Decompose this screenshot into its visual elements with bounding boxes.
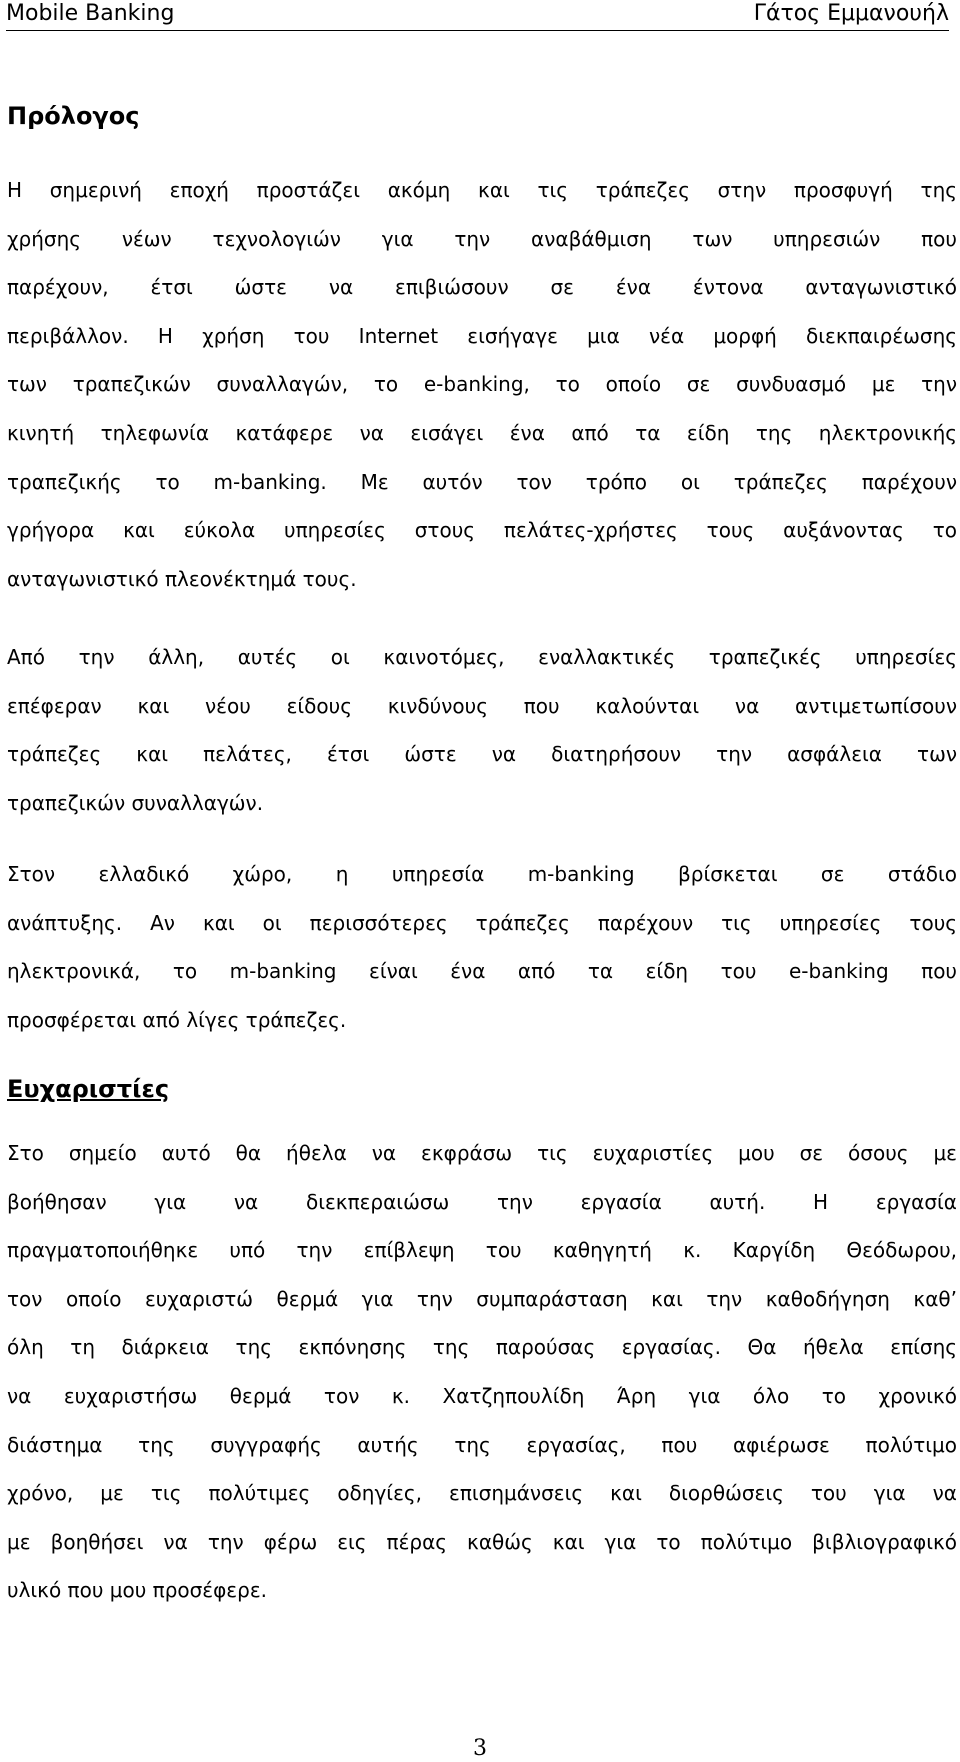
page-number: 3 [473, 1736, 487, 1761]
section-heading-acknowledgements: Ευχαριστίες [7, 1075, 170, 1103]
paragraph-line: ανάπτυξης. Αν και οι περισσότερες τράπεζες παρέχουν τις υπηρεσίες τους [7, 910, 957, 935]
paragraph-line: προσφέρεται από λίγες τράπεζες. [7, 1007, 347, 1032]
paragraph-line: να ευχαριστήσω θερμά τον κ. Χατζηπουλίδη Άρη για όλο το χρονικό [7, 1383, 957, 1408]
paragraph-line: Η σημερινή εποχή προστάζει ακόμη και τις τράπεζες στην προσφυγή της [7, 178, 957, 202]
paragraph-line: τράπεζες και πελάτες, έτσι ώστε να διατηρήσουν την ασφάλεια των [7, 742, 957, 767]
section-heading-prologue: Πρόλογος [7, 102, 140, 130]
document-title: Mobile Banking [6, 1, 175, 26]
paragraph-line: χρόνο, με τις πολύτιμες οδηγίες, επισημάνσεις και διορθώσεις του για να [7, 1481, 957, 1506]
paragraph-line: Στον ελλαδικό χώρο, η υπηρεσία m-banking βρίσκεται σε στάδιο [7, 862, 957, 886]
paragraph-line: ηλεκτρονικά, το m-banking είναι ένα από τα είδη του e-banking που [7, 959, 957, 984]
paragraph-line: τον οποίο ευχαριστώ θερμά για την συμπαράσταση και την καθοδήγηση καθ’ [7, 1286, 957, 1311]
paragraph-line: χρήσης νέων τεχνολογιών για την αναβάθμιση των υπηρεσιών που [7, 226, 957, 251]
paragraph-line: τραπεζικών συναλλαγών. [7, 790, 264, 815]
paragraph-line: όλη τη διάρκεια της εκπόνησης της παρούσας εργασίας. Θα ήθελα επίσης [7, 1335, 957, 1360]
paragraph-line: υλικό που μου προσέφερε. [7, 1578, 267, 1603]
paragraph-line: επέφεραν και νέου είδους κινδύνους που καλούνται να αντιμετωπίσουν [7, 693, 957, 718]
paragraph-line: πραγματοποιήθηκε υπό την επίβλεψη του καθηγητή κ. Καργίδη Θεόδωρου, [7, 1238, 957, 1263]
paragraph-line: παρέχουν, έτσι ώστε να επιβιώσουν σε ένα έντονα ανταγωνιστικό [7, 275, 957, 300]
paragraph-line: Από την άλλη, αυτές οι καινοτόμες, εναλλακτικές τραπεζικές υπηρεσίες [7, 645, 957, 669]
paragraph-line: με βοηθήσει να την φέρω εις πέρας καθώς και για το πολύτιμο βιβλιογραφικό [7, 1529, 957, 1554]
paragraph-line: κινητή τηλεφωνία κατάφερε να εισάγει ένα από τα είδη της ηλεκτρονικής [7, 420, 957, 445]
paragraph-acknowledgements [7, 1129, 957, 1615]
paragraph-prologue-3 [7, 850, 957, 1044]
author-name: Γάτος Εμμανουήλ [753, 1, 949, 26]
paragraph-line: διάστημα της συγγραφής αυτής της εργασίας, που αφιέρωσε πολύτιμο [7, 1432, 957, 1457]
page-header [6, 0, 949, 31]
paragraph-line: περιβάλλον. Η χρήση του Internet εισήγαγε μια νέα μορφή διεκπαιρέωσης [7, 323, 957, 348]
paragraph-line: ανταγωνιστικό πλεονέκτημά τους. [7, 566, 357, 591]
paragraph-line: των τραπεζικών συναλλαγών, το e-banking, το οποίο σε συνδυασμό με την [7, 372, 957, 397]
paragraph-line: Στο σημείο αυτό θα ήθελα να εκφράσω τις ευχαριστίες μου σε όσους με [7, 1141, 957, 1165]
paragraph-line: βοήθησαν για να διεκπεραιώσω την εργασία αυτή. Η εργασία [7, 1189, 957, 1214]
paragraph-line: γρήγορα και εύκολα υπηρεσίες στους πελάτες-χρήστες τους αυξάνοντας το [7, 518, 957, 543]
paragraph-prologue-1 [7, 166, 957, 603]
paragraph-prologue-2 [7, 633, 957, 827]
paragraph-line: τραπεζικής το m-banking. Με αυτόν τον τρόπο οι τράπεζες παρέχουν [7, 469, 957, 494]
